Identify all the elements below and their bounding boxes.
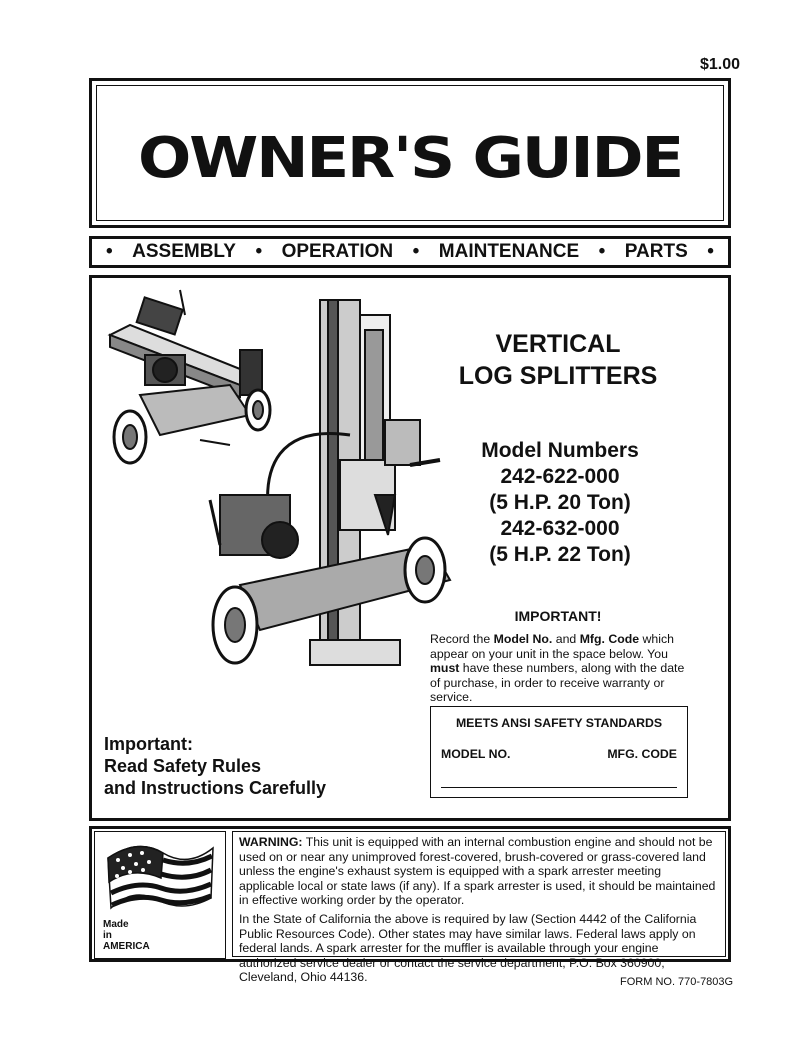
important-heading: IMPORTANT! [514,608,602,624]
nav-item-assembly: ASSEMBLY [132,241,236,262]
models-heading: Model Numbers [481,439,639,462]
bullet: • [412,241,420,262]
model-number: 242-622-000 [500,465,620,488]
model-spec: (5 H.P. 22 Ton) [489,543,631,566]
bullet: • [255,241,263,262]
ansi-record-box [430,706,688,798]
price-label: $1.00 [700,56,741,73]
model-spec: (5 H.P. 20 Ton) [489,491,631,514]
contents-bar [89,236,731,268]
mfg-code-label: MFG. CODE [607,747,677,761]
model-no-label: MODEL NO. [441,747,511,761]
bullet: • [598,241,606,262]
warning-text: WARNING: This unit is equipped with an internal combustion engine and should not be used on or near any unimproved forest-covered, brush-covered or grass-covered land unless the engine's exhaust system is equipped with a spark arrester meeting applicable local or state laws (if any). If a spark arrester is used, it should be maintained in effective working order by the operator. In the State of California the above is required by law (Section 4442 of the California Public Resources Code). Other states may have similar laws. Federal laws apply on federal lands. A spark arrester for the muffler is available through your engine authorized service dealer or contact the service department, P.O. Box 360900, Cleveland, Ohio 44136. [232,831,726,957]
bullet: • [707,241,714,262]
warning-label: WARNING: [239,835,303,849]
nav-item-operation: OPERATION [281,241,394,262]
made-in-label: Made in AMERICA [103,919,150,952]
model-numbers [440,438,680,568]
ansi-title: MEETS ANSI SAFETY STANDARDS [455,716,663,730]
form-number: FORM NO. 770-7803G [620,976,734,988]
log-splitter-vertical-illustration [200,295,460,680]
model-number: 242-632-000 [500,517,620,540]
nav-item-parts: PARTS [624,241,688,262]
safety-note: Important: Read Safety Rules and Instructions Carefully [104,734,327,798]
page-title: OWNER'S GUIDE [138,126,682,191]
nav-item-maintenance: MAINTENANCE [438,241,580,262]
bullet: • [106,241,113,262]
made-in-america-box [94,831,226,959]
american-flag-icon [103,838,215,918]
record-line [441,787,677,788]
title-banner [89,78,731,228]
important-text: Record the Model No. and Mfg. Code which appear on your unit in the space below. You must have these numbers, along with the date of purchase, in order to receive warranty or service. [430,632,685,705]
product-title: VERTICAL LOG SPLITTERS [458,330,658,390]
